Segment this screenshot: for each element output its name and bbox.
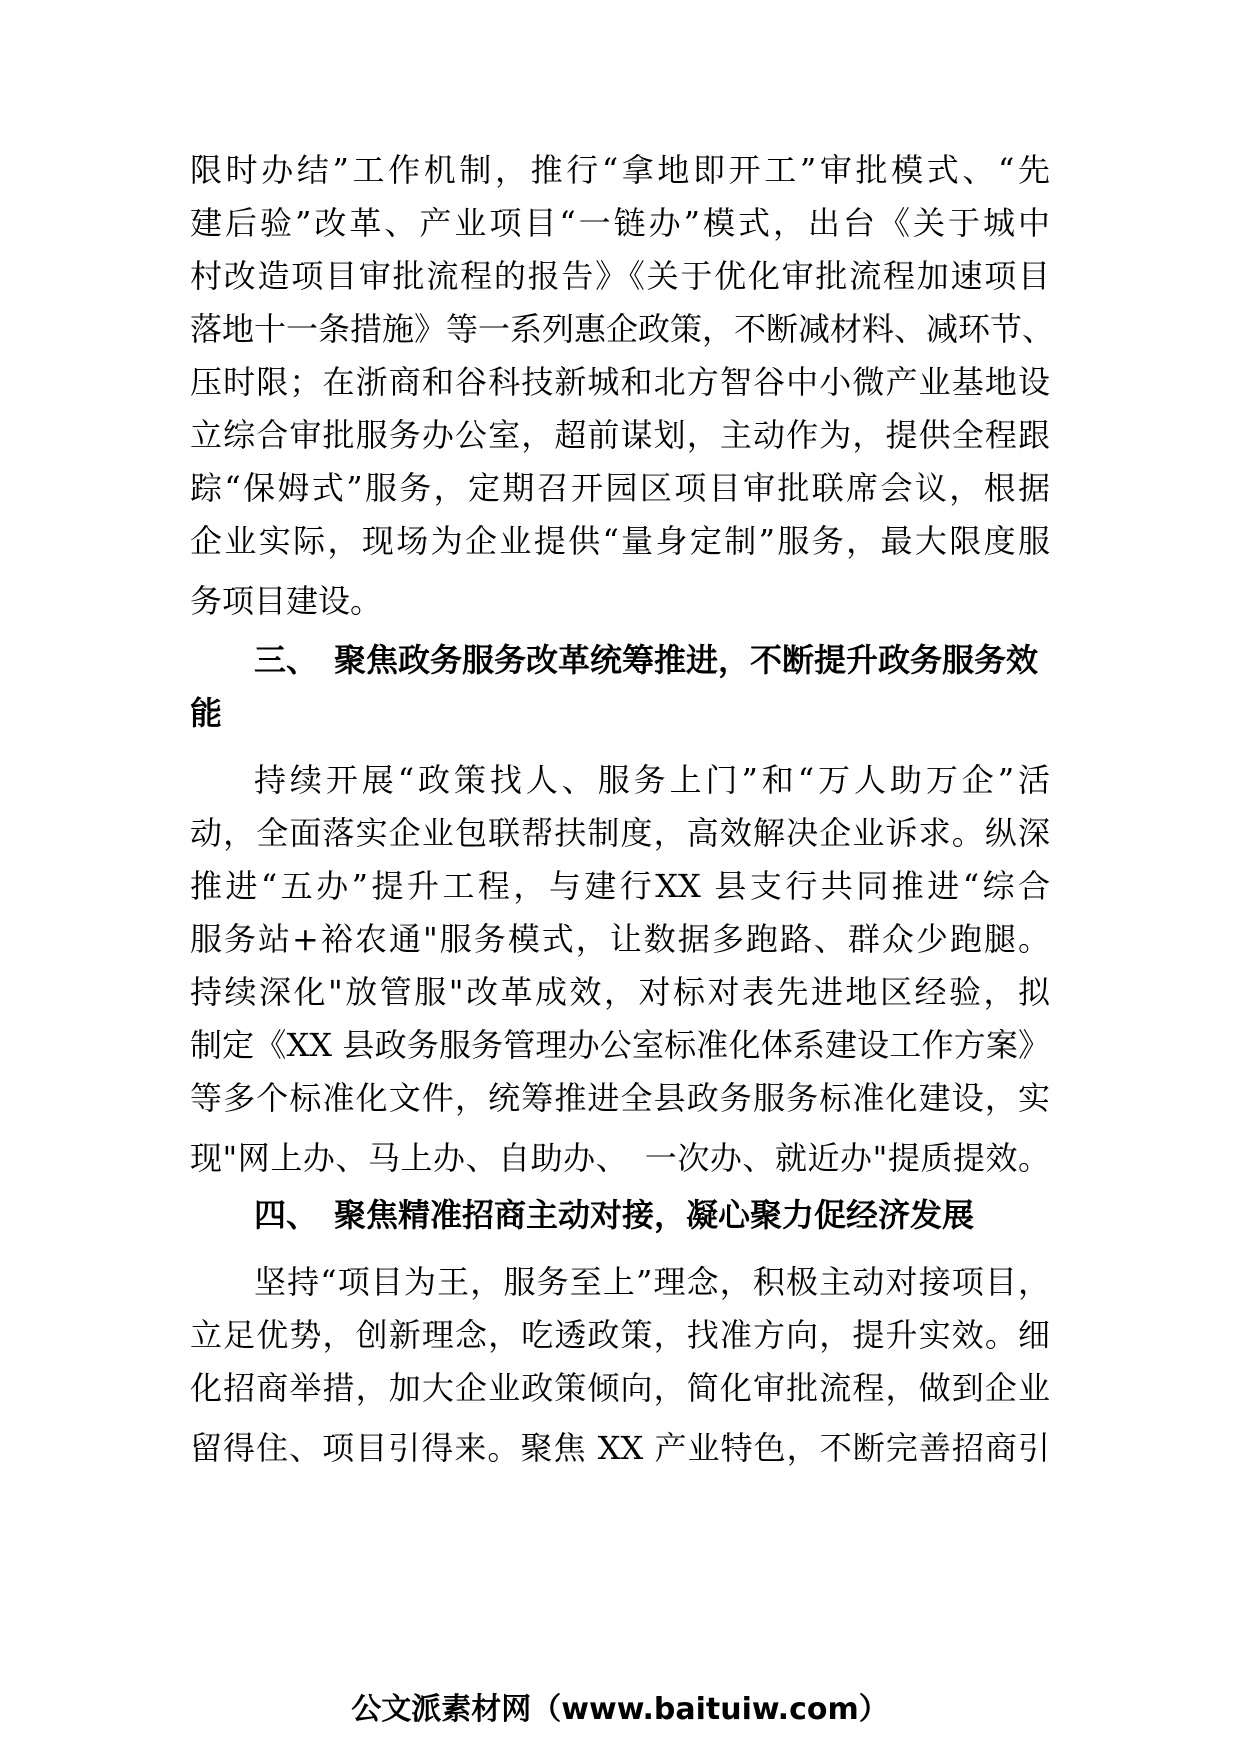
paragraph-line: 现"网上办、马上办、自助办、 一次办、就近办"提质提效。 bbox=[190, 1139, 1050, 1177]
paragraph-line: 制定《XX 县政务服务管理办公室标准化体系建设工作方案》 bbox=[190, 1026, 1050, 1064]
section-heading-3: 三、 聚焦政务服务改革统筹推进，不断提升政务服务效 bbox=[254, 641, 1039, 679]
paragraph-line: 等多个标准化文件，统筹推进全县政务服务标准化建设，实 bbox=[190, 1079, 1050, 1117]
paragraph-line: 企业实际，现场为企业提供“量身定制”服务，最大限度服 bbox=[190, 522, 1050, 560]
paragraph-line: 限时办结”工作机制，推行“拿地即开工”审批模式、“先 bbox=[190, 151, 1050, 189]
paragraph-line: 推进“五办”提升工程，与建行XX 县支行共同推进“综合 bbox=[190, 867, 1050, 905]
paragraph-line: 立足优势，创新理念，吃透政策，找准方向，提升实效。细 bbox=[190, 1316, 1050, 1354]
paragraph-line: 服务站+裕农通"服务模式，让数据多跑路、群众少跑腿。 bbox=[190, 920, 1050, 958]
paragraph-line: 化招商举措，加大企业政策倾向，简化审批流程，做到企业 bbox=[190, 1369, 1050, 1407]
page-footer: 公文派素材网（www.baituiw.com） bbox=[351, 1692, 889, 1727]
paragraph-line: 持续深化"放管服"改革成效，对标对表先进地区经验，拟 bbox=[190, 973, 1050, 1011]
paragraph-line: 落地十一条措施》等一系列惠企政策，不断减材料、减环节、 bbox=[190, 310, 1055, 348]
paragraph-line: 动，全面落实企业包联帮扶制度，高效解决企业诉求。纵深 bbox=[190, 814, 1050, 852]
section-heading-3-cont: 能 bbox=[190, 694, 223, 732]
paragraph-line: 务项目建设。 bbox=[190, 582, 383, 620]
paragraph-line: 立综合审批服务办公室，超前谋划，主动作为，提供全程跟 bbox=[190, 416, 1050, 454]
paragraph-line: 坚持“项目为王，服务至上”理念，积极主动对接项目， bbox=[254, 1263, 1050, 1301]
paragraph-line: 留得住、项目引得来。聚焦 XX 产业特色，不断完善招商引 bbox=[190, 1429, 1050, 1467]
paragraph-line: 村改造项目审批流程的报告》《关于优化审批流程加速项目 bbox=[190, 257, 1050, 295]
paragraph-line: 建后验”改革、产业项目“一链办”模式，出台《关于城中 bbox=[190, 204, 1050, 242]
paragraph-line: 压时限；在浙商和谷科技新城和北方智谷中小微产业基地设 bbox=[190, 363, 1050, 401]
section-heading-4: 四、 聚焦精准招商主动对接，凝心聚力促经济发展 bbox=[254, 1196, 975, 1234]
paragraph-line: 持续开展“政策找人、服务上门”和“万人助万企”活 bbox=[254, 761, 1050, 799]
paragraph-line: 踪“保姆式”服务，定期召开园区项目审批联席会议，根据 bbox=[190, 469, 1050, 507]
